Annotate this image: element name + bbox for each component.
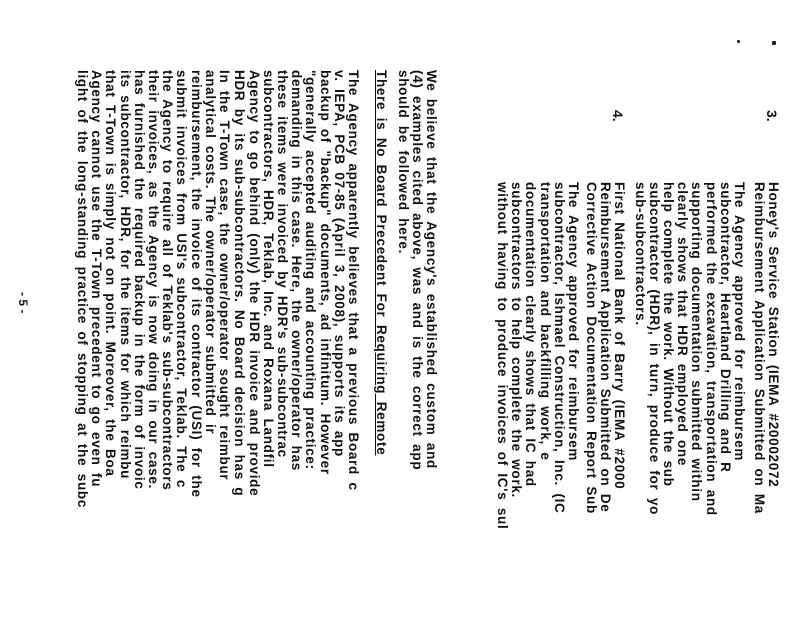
body-line: that T-Town is simply not on point. Moreover, the Boa — [103, 70, 119, 477]
heading-line: Reimbursement Application Submitted on Ma — [751, 182, 767, 514]
body-line: reimbursement, the invoice of its contractor (USI) for the — [188, 70, 204, 498]
item-3-body — [632, 182, 746, 516]
body-line: their invoices, as the Agency is now doing in our case. — [145, 70, 161, 490]
body-line: these items were invoiced by HDR's sub-subcontrac — [274, 70, 290, 458]
body-line: subcontractor, Heartland Drilling and R — [717, 182, 733, 473]
body-line: submit invoices from USI's subcontractor, Teklab. The c — [174, 70, 190, 489]
body-line: Agency cannot use the T-Town precedent to go even fu — [89, 70, 105, 488]
paragraph-1 — [232, 70, 360, 496]
body-line: subcontractors to help complete the work. — [509, 182, 525, 498]
body-line: sub-subcontractors. — [632, 182, 648, 326]
heading-line: First National Bank of Barry (IEMA #2000 — [612, 182, 627, 490]
body-line: backup of "backup" documents, ad infinitum. However — [317, 70, 333, 475]
body-line: light of the long-standing practice of stopping at the subc — [74, 70, 90, 509]
body-line: help complete the work. Without the sub — [660, 182, 676, 487]
section-heading-text: There is No Board Precedent For Requiring Remote — [374, 70, 389, 456]
body-line: In the T-Town case, the owner/operator sought reimbur — [217, 70, 232, 481]
body-line: without having to produce invoices of IC's sul — [494, 182, 510, 530]
body-line: its subcontractor, HDR, for the items for which reimbu — [117, 70, 133, 480]
body-line: The Agency apparently believes that a previous Board c — [346, 70, 361, 491]
heading-line: Reimbursement Application Submitted on De — [597, 182, 613, 513]
item-3-number: 3. — [764, 110, 780, 122]
body-line: analytical costs. The owner/operator submitted ir — [202, 70, 218, 435]
body-line: subcontractor (HDR), in turn, produce for yo — [646, 182, 662, 516]
body-line: demanding in this case. Here, the owner/operator has — [289, 70, 305, 471]
heading-line: Honey's Service Station (IEMA #20002072 — [766, 182, 781, 488]
body-line: clearly shows that HDR employed one — [675, 182, 691, 467]
body-line: supporting documentation submitted within — [689, 182, 705, 502]
section-heading — [374, 70, 388, 455]
closing-paragraph — [395, 70, 438, 470]
paragraph-2 — [75, 70, 231, 508]
item-4-heading — [583, 182, 626, 514]
body-line: performed the excavation, transportation and — [703, 182, 719, 516]
item-4-body — [495, 182, 580, 529]
body-line: "generally accepted auditing and accounting practice: — [303, 70, 319, 470]
body-line: Agency to go behind (only) the HDR invoice and provide — [246, 70, 262, 497]
page-number: - 5 - — [16, 292, 30, 314]
body-line: The Agency approved for reimbursem — [566, 182, 581, 462]
body-line: The Agency approved for reimbursem — [732, 182, 747, 462]
body-line: subcontractor, Ishmael Construction, Inc. (IC — [551, 182, 567, 514]
item-4-number: 4. — [610, 110, 626, 122]
body-line: (4) examples cited above, was and is the correct app — [409, 70, 425, 471]
body-line: v. IEPA, PCB 07-85 (April 3, 2008), supports its app — [331, 70, 347, 457]
body-line: subcontractors, HDR, Teklab, Inc. and Roxana Landfil — [260, 70, 276, 468]
body-line: should be followed here. — [395, 70, 411, 255]
body-line: the Agency to require all of Teklab's sub-subcontractors — [160, 70, 176, 491]
body-line: transportation and backfilling work, e — [537, 182, 553, 461]
body-line: has furnished the required backup in the form of invoic — [131, 70, 147, 490]
body-line: We believe that the Agency's established custom and — [424, 70, 439, 470]
heading-line: Corrective Action Documentation Report Sub — [583, 182, 599, 514]
body-line: HDR by its sub-subcontractors. No Board decision has g — [232, 70, 248, 497]
body-line: documentation clearly shows that IC had — [523, 182, 539, 487]
item-3-heading — [752, 182, 780, 514]
